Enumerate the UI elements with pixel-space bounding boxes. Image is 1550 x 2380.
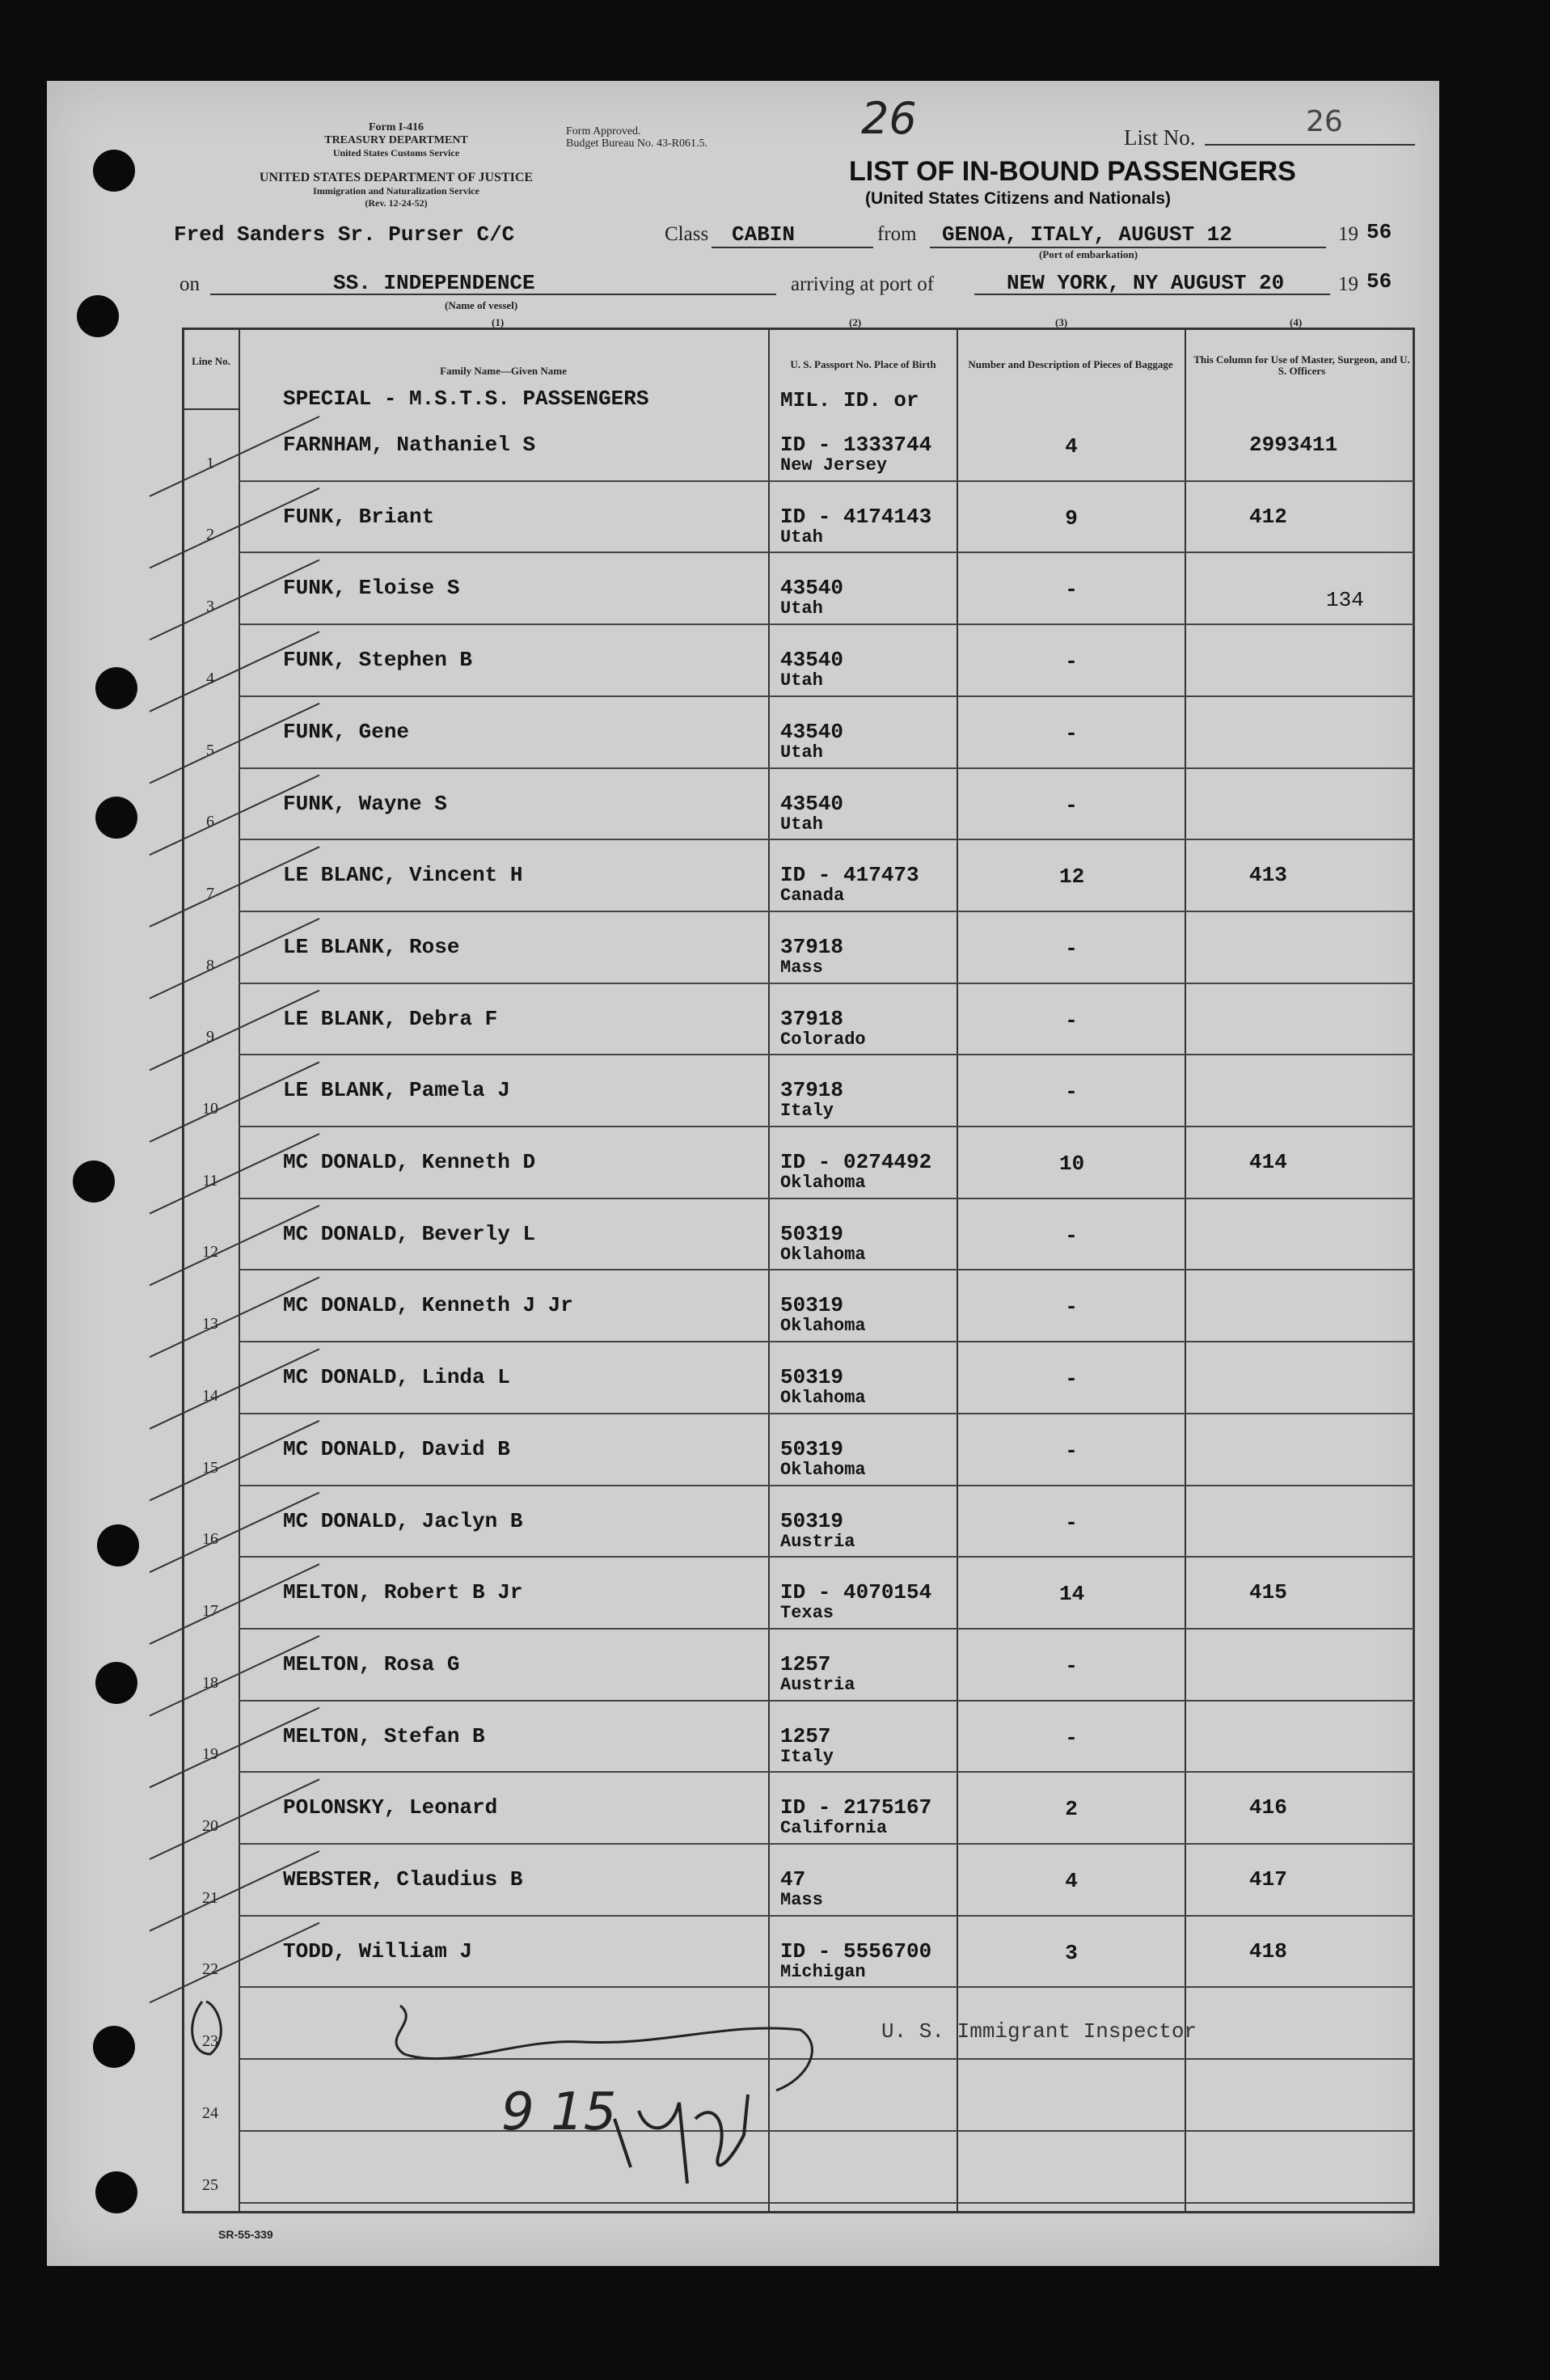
form-title: LIST OF IN-BOUND PASSENGERS <box>849 156 1296 187</box>
officer-number: 417 <box>1249 1867 1287 1892</box>
baggage-count: - <box>1065 1295 1078 1320</box>
baggage-count: - <box>1065 1223 1078 1248</box>
place-of-birth: Mass <box>780 1890 823 1910</box>
passport-number: 1257 <box>780 1723 831 1748</box>
check-mark <box>150 416 319 497</box>
passenger-name: FUNK, Stephen B <box>283 648 473 673</box>
form-approved: Form Approved. <box>566 125 641 137</box>
passport-number: 37918 <box>780 1078 844 1103</box>
line-number: 13 <box>202 1315 218 1334</box>
baggage-count: - <box>1065 1367 1078 1392</box>
passenger-name: FUNK, Gene <box>283 719 410 744</box>
line-number: 12 <box>202 1243 218 1262</box>
passenger-name: MELTON, Rosa G <box>283 1651 460 1676</box>
line-number: 10 <box>202 1100 218 1118</box>
check-mark <box>150 1349 319 1429</box>
section-id-header: MIL. ID. or <box>780 388 919 412</box>
place-of-birth: Oklahoma <box>780 1244 866 1265</box>
passport-number: 50319 <box>780 1293 844 1318</box>
passenger-name: MC DONALD, Kenneth J Jr <box>283 1293 573 1318</box>
passenger-name: MC DONALD, Jaclyn B <box>283 1508 523 1533</box>
passport-number: 43540 <box>780 719 844 744</box>
class-label: Class <box>665 223 709 245</box>
from-label: from <box>877 223 917 245</box>
check-mark <box>150 704 319 784</box>
officer-number: 412 <box>1249 504 1287 529</box>
place-of-birth: Oklahoma <box>780 1173 866 1193</box>
budget-bureau: Budget Bureau No. 43-R061.5. <box>566 137 707 150</box>
passport-number: 50319 <box>780 1508 844 1533</box>
line-number: 6 <box>206 813 214 831</box>
line-number: 1 <box>206 454 214 472</box>
passport-number: ID - 417473 <box>780 863 919 888</box>
check-mark <box>150 1277 319 1357</box>
passenger-name: LE BLANK, Debra F <box>283 1006 498 1031</box>
year-suffix-2: 56 <box>1366 269 1392 294</box>
passport-number: ID - 1333744 <box>780 433 932 457</box>
check-mark <box>150 1564 319 1644</box>
name-header: Family Name—Given Name <box>440 365 567 377</box>
passport-number: 50319 <box>780 1436 844 1461</box>
place-of-birth: Utah <box>780 670 823 691</box>
passport-number: 50319 <box>780 1221 844 1246</box>
officer-number: 414 <box>1249 1150 1287 1174</box>
officer-number: 134 <box>1326 588 1364 613</box>
passenger-name: MELTON, Stefan B <box>283 1723 485 1748</box>
place-of-birth: Canada <box>780 886 845 907</box>
baggage-count: - <box>1065 1653 1078 1678</box>
baggage-count: 14 <box>1059 1582 1085 1607</box>
place-of-birth: Utah <box>780 814 823 835</box>
baggage-count: 12 <box>1059 864 1085 890</box>
port-embark-caption: (Port of embarkation) <box>1039 248 1138 260</box>
check-mark <box>150 847 319 927</box>
arrival-port: NEW YORK, NY AUGUST 20 <box>1007 271 1285 295</box>
place-of-birth: Utah <box>780 742 823 763</box>
check-mark <box>150 1493 319 1573</box>
passenger-name: FARNHAM, Nathaniel S <box>283 433 536 457</box>
check-mark <box>150 1851 319 1931</box>
place-of-birth: Italy <box>780 1746 834 1767</box>
purser-name: Fred Sanders Sr. Purser C/C <box>174 222 515 247</box>
passenger-name: FUNK, Wayne S <box>283 791 447 816</box>
baggage-count: - <box>1065 721 1078 746</box>
passport-number: ID - 2175167 <box>780 1795 932 1820</box>
passenger-name: MELTON, Robert B Jr <box>283 1580 523 1605</box>
passport-number: ID - 0274492 <box>780 1150 932 1174</box>
baggage-count: 4 <box>1065 1869 1078 1893</box>
line-number: 15 <box>202 1458 218 1477</box>
check-mark <box>150 776 319 856</box>
officer-number: 413 <box>1249 863 1287 888</box>
passport-number: ID - 4174143 <box>780 504 932 529</box>
line-number: 20 <box>202 1817 218 1835</box>
place-of-birth: Utah <box>780 526 823 547</box>
line-number: 3 <box>206 598 214 616</box>
check-mark <box>150 488 319 569</box>
year-suffix-1: 56 <box>1366 220 1392 244</box>
passenger-name: MC DONALD, David B <box>283 1436 510 1461</box>
check-mark <box>150 1134 319 1214</box>
line-number: 24 <box>202 2103 218 2122</box>
line-number: 22 <box>202 1960 218 1979</box>
line-number: 23 <box>202 2032 218 2051</box>
place-of-birth: Oklahoma <box>780 1316 866 1337</box>
year-prefix-1: 19 <box>1338 223 1358 245</box>
check-mark <box>150 1708 319 1788</box>
arriving-label: arriving at port of <box>791 273 935 295</box>
baggage-count: 3 <box>1065 1940 1078 1965</box>
line-number: 18 <box>202 1673 218 1692</box>
baggage-header: Number and Description of Pieces of Baggage <box>968 358 1173 370</box>
col-mark-4: (4) <box>1290 316 1303 328</box>
place-of-birth: California <box>780 1818 888 1839</box>
embark-port: GENOA, ITALY, AUGUST 12 <box>942 222 1232 247</box>
passport-number: 37918 <box>780 934 844 959</box>
passport-header: U. S. Passport No. Place of Birth <box>790 358 936 370</box>
section-header: SPECIAL - M.S.T.S. PASSENGERS <box>283 387 649 411</box>
place-of-birth: Michigan <box>780 1961 866 1982</box>
passenger-name: MC DONALD, Linda L <box>283 1365 510 1390</box>
inspector-stamp: U. S. Immigrant Inspector <box>881 2019 1197 2044</box>
check-mark <box>150 1636 319 1716</box>
officers-header: This Column for Use of Master, Surgeon, and U. S. Officers <box>1193 353 1410 377</box>
check-mark <box>150 632 319 712</box>
passport-number: ID - 4070154 <box>780 1580 932 1605</box>
baggage-count: - <box>1065 649 1078 674</box>
line-number: 8 <box>206 956 214 974</box>
passport-number: 43540 <box>780 576 844 601</box>
officer-number: 418 <box>1249 1938 1287 1964</box>
passport-number: ID - 5556700 <box>780 1938 932 1964</box>
officer-number: 415 <box>1249 1580 1287 1605</box>
place-of-birth: Utah <box>780 598 823 619</box>
baggage-count: 10 <box>1059 1152 1085 1176</box>
col-mark-1: (1) <box>492 316 505 328</box>
line-no-header: Line No. <box>192 355 230 367</box>
baggage-count: 4 <box>1065 434 1078 459</box>
line-number: 5 <box>206 741 214 759</box>
line-number: 19 <box>202 1745 218 1764</box>
line-number: 11 <box>202 1171 218 1190</box>
place-of-birth: Texas <box>780 1603 834 1624</box>
officer-number: 2993411 <box>1249 433 1338 457</box>
passport-number: 43540 <box>780 648 844 673</box>
form-number: Form I-416 <box>368 121 424 133</box>
passenger-name: WEBSTER, Claudius B <box>283 1867 523 1892</box>
baggage-count: - <box>1065 1438 1078 1463</box>
line-number: 9 <box>206 1028 214 1046</box>
ins-service: Immigration and Naturalization Service <box>313 185 479 197</box>
customs-service: United States Customs Service <box>332 147 460 159</box>
place-of-birth: Austria <box>780 1531 855 1552</box>
treasury-dept: TREASURY DEPARTMENT <box>324 134 468 146</box>
baggage-count: - <box>1065 1008 1078 1033</box>
place-of-birth: Mass <box>780 957 823 978</box>
list-no-label: List No. <box>1124 125 1196 150</box>
check-mark <box>150 1421 319 1501</box>
handwritten-list-number: 26 <box>861 93 917 144</box>
officer-number: 416 <box>1249 1795 1287 1820</box>
passenger-name: TODD, William J <box>283 1938 473 1964</box>
line-number: 4 <box>206 669 214 687</box>
baggage-count: 9 <box>1065 505 1078 531</box>
passport-number: 43540 <box>780 791 844 816</box>
passport-number: 47 <box>780 1867 806 1892</box>
form-subtitle: (United States Citizens and Nationals) <box>865 189 1172 208</box>
check-mark <box>150 991 319 1071</box>
on-label: on <box>179 273 200 295</box>
col-mark-2: (2) <box>849 316 862 328</box>
baggage-count: 2 <box>1065 1797 1078 1822</box>
check-mark <box>150 919 319 999</box>
passenger-name: MC DONALD, Kenneth D <box>283 1150 536 1174</box>
line-number: 2 <box>206 526 214 544</box>
baggage-count: - <box>1065 936 1078 961</box>
line-number: 17 <box>202 1601 218 1620</box>
check-mark <box>150 1206 319 1286</box>
place-of-birth: Oklahoma <box>780 1459 866 1480</box>
baggage-count: - <box>1065 1725 1078 1750</box>
list-no-value: 26 <box>1306 105 1343 138</box>
baggage-count: - <box>1065 1510 1078 1535</box>
baggage-count: - <box>1065 577 1078 602</box>
passenger-name: FUNK, Briant <box>283 504 435 529</box>
baggage-count: - <box>1065 1080 1078 1105</box>
place-of-birth: Colorado <box>780 1029 866 1050</box>
check-mark <box>150 560 319 640</box>
line-number: 7 <box>206 884 214 903</box>
check-mark <box>150 1923 319 2003</box>
passport-number: 37918 <box>780 1006 844 1031</box>
passenger-name: LE BLANK, Rose <box>283 934 460 959</box>
check-mark <box>150 1062 319 1142</box>
passport-number: 50319 <box>780 1365 844 1390</box>
passenger-name: FUNK, Eloise S <box>283 576 460 601</box>
col-mark-3: (3) <box>1055 316 1068 328</box>
vessel-name: SS. INDEPENDENCE <box>333 271 535 295</box>
place-of-birth: Oklahoma <box>780 1388 866 1409</box>
class-value: CABIN <box>732 222 796 247</box>
line-number: 14 <box>202 1386 218 1405</box>
place-of-birth: Italy <box>780 1101 834 1122</box>
line-number: 16 <box>202 1530 218 1549</box>
justice-dept: UNITED STATES DEPARTMENT OF JUSTICE <box>259 171 534 184</box>
revision: (Rev. 12-24-52) <box>365 197 428 209</box>
passenger-name: MC DONALD, Beverly L <box>283 1221 536 1246</box>
handwritten-note: 9 15 <box>501 2082 617 2142</box>
passport-number: 1257 <box>780 1651 831 1676</box>
line-number: 21 <box>202 1888 218 1907</box>
bottom-code: SR-55-339 <box>218 2228 273 2241</box>
line-number: 25 <box>202 2175 218 2194</box>
passenger-name: POLONSKY, Leonard <box>283 1795 498 1820</box>
passenger-name: LE BLANK, Pamela J <box>283 1078 510 1103</box>
passenger-name: LE BLANC, Vincent H <box>283 863 523 888</box>
vessel-caption: (Name of vessel) <box>445 299 518 311</box>
baggage-count: - <box>1065 793 1078 818</box>
place-of-birth: Austria <box>780 1674 855 1695</box>
place-of-birth: New Jersey <box>780 455 888 476</box>
check-mark <box>150 1779 319 1859</box>
year-prefix-2: 19 <box>1338 273 1358 295</box>
